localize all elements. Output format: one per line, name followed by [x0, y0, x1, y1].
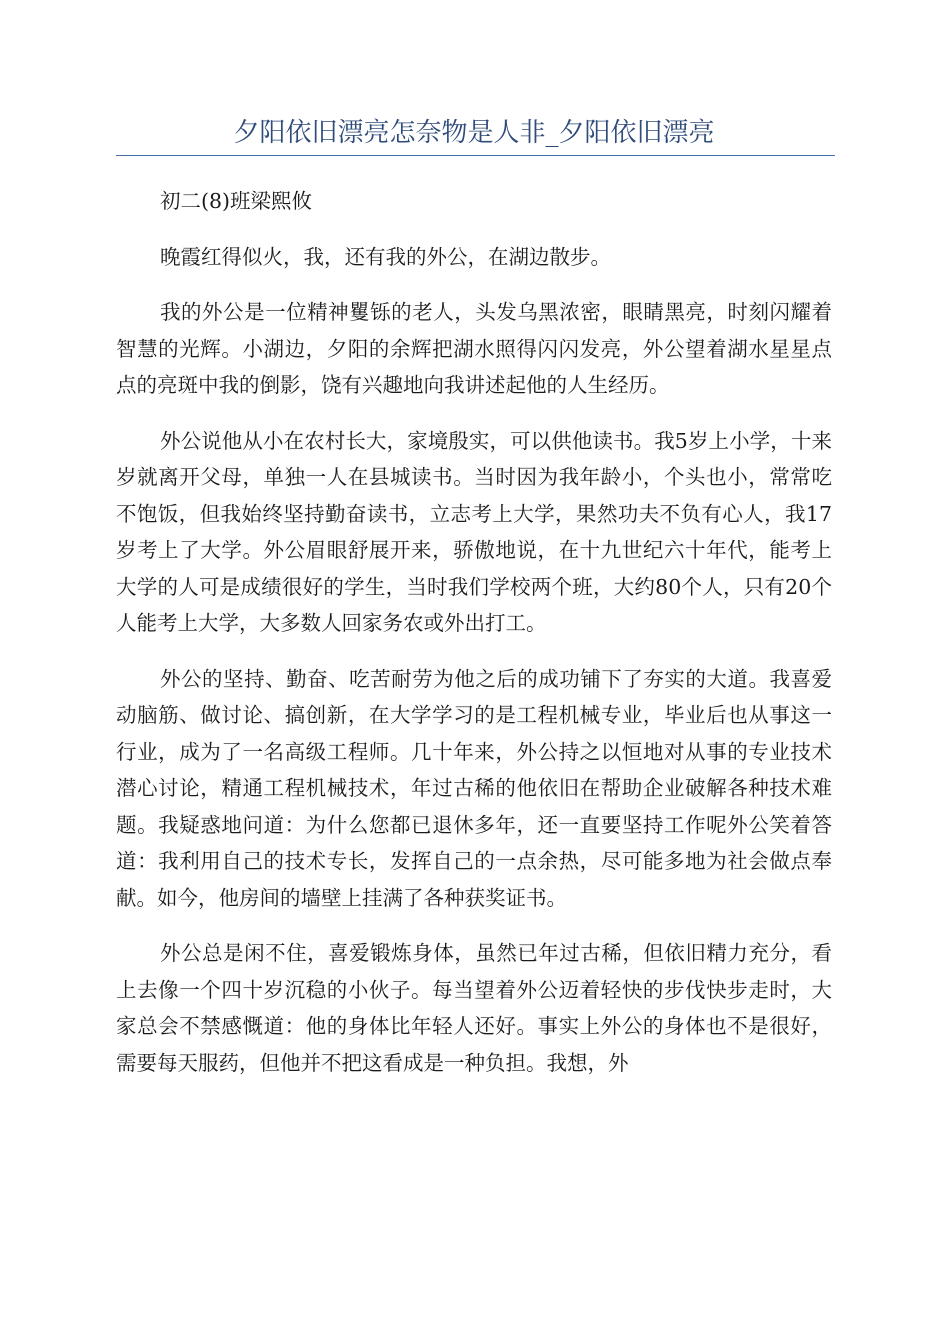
document-body: [116, 183, 832, 1081]
paragraph: 外公的坚持、勤奋、吃苦耐劳为他之后的成功铺下了夯实的大道。我喜爱动脑筋、做讨论、搞创新，在大学学习的是工程机械专业，毕业后也从事这一行业，成为了一名高级工程师。几十年来，外公持之以恒地对从事的专业技术潜心讨论，精通工程机械技术，年过古稀的他依旧在帮助企业破解各种技术难题。我疑惑地问道：为什么您都已退休多年，还一直要坚持工作呢外公笑着答道：我利用自己的技术专长，发挥自己的一点余热，尽可能多地为社会做点奉献。如今，他房间的墙壁上挂满了各种获奖证书。: [116, 666, 832, 910]
paragraph: 晚霞红得似火，我，还有我的外公，在湖边散步。: [160, 244, 611, 269]
paragraph: 外公总是闲不住，喜爱锻炼身体，虽然已年过古稀，但依旧精力充分，看上去像一个四十岁沉稳的小伙子。每当望着外公迈着轻快的步伐快步走时，大家总会不禁感慨道：他的身体比年轻人还好。事实上外公的身体也不是很好，需要每天服药，但他并不把这看成是一种负担。我想，外: [116, 941, 832, 1075]
paragraph: 我的外公是一位精神矍铄的老人，头发乌黑浓密，眼睛黑亮，时刻闪耀着智慧的光辉。小湖边，夕阳的余辉把湖水照得闪闪发亮，外公望着湖水星星点点的亮斑中我的倒影，饶有兴趣地向我讲述起他的人生经历。: [116, 300, 832, 397]
paragraph: 外公说他从小在农村长大，家境殷实，可以供他读书。我5岁上小学，十来岁就离开父母，单独一人在县城读书。当时因为我年龄小，个头也小，常常吃不饱饭，但我始终坚持勤奋读书，立志考上大学，果然功夫不负有心人，我17岁考上了大学。外公眉眼舒展开来，骄傲地说，在十九世纪六十年代，能考上大学的人可是成绩很好的学生，当时我们学校两个班，大约80个人，只有20个人能考上大学，大多数人回家务农或外出打工。: [116, 428, 832, 635]
author-line: 初二(8)班梁熙攸: [160, 189, 313, 213]
title-underline: [116, 155, 835, 156]
document-title: 夕阳依旧漂亮怎奈物是人非_夕阳依旧漂亮: [233, 118, 715, 148]
